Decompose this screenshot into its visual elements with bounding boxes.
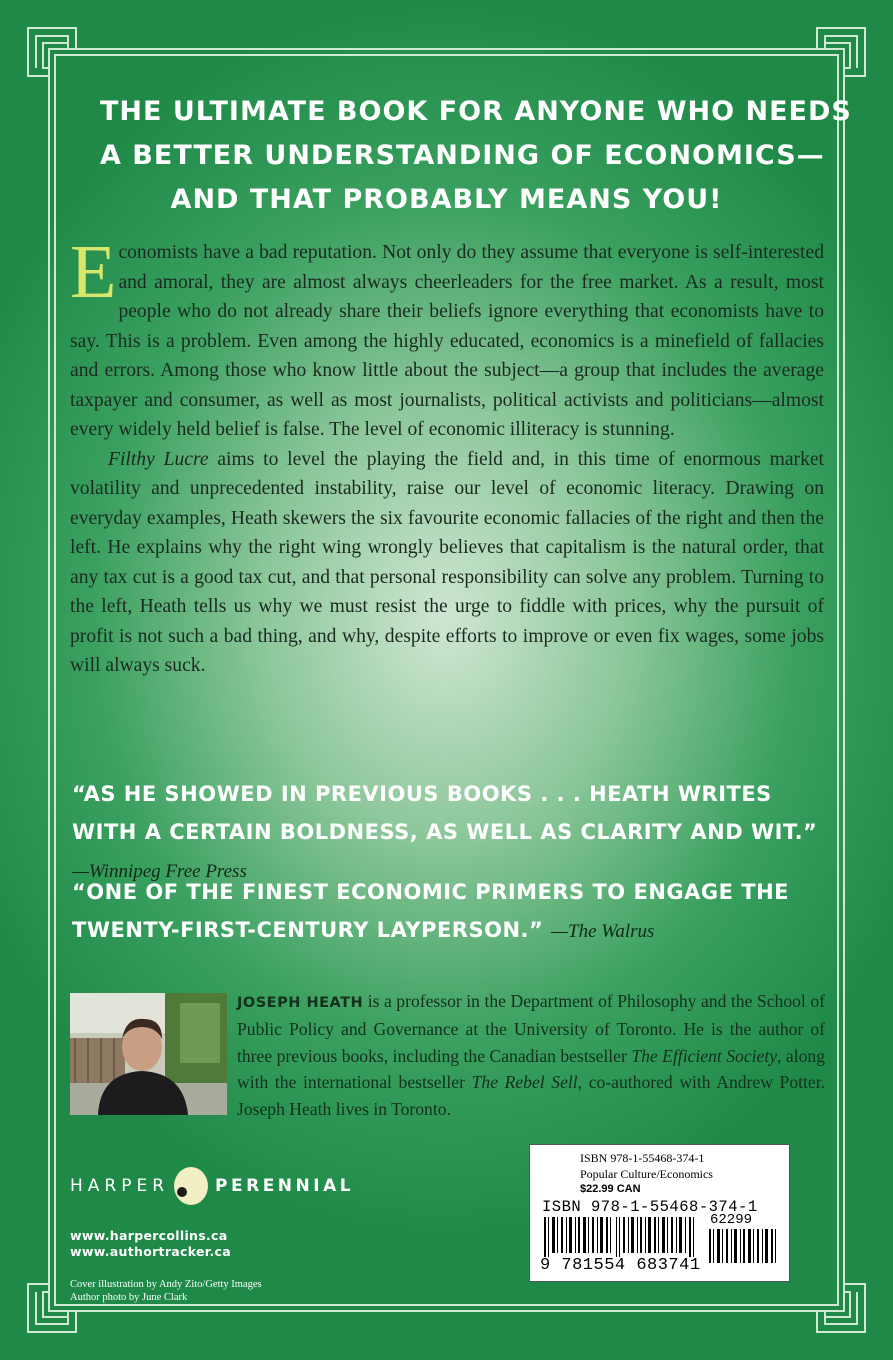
description-paragraph-1 xyxy=(70,230,824,445)
headline xyxy=(100,90,852,222)
headline-line-1: THE ULTIMATE BOOK FOR ANYONE WHO NEEDS xyxy=(100,96,852,127)
perennial-seed-icon xyxy=(171,1166,211,1206)
paragraph-1-text: conomists have a bad reputation. Not only do they assume that everyone is self-interested and amoral, they are almost always cheerleaders for the free market. As a result, most people who do not already share their beliefs ignore everything that economists have to say. This is a problem. Even among the highly educated, economics is a minefield of fallacies and errors. Among those who know little about the subject—a group that includes the average taxpayer and consumer, as well as most journalists, political activists and politicians—almost every widely held belief is false. The level of economic illiteracy is stunning. xyxy=(70,242,824,440)
url-harpercollins: www.harpercollins.ca xyxy=(70,1228,228,1243)
author-name: JOSEPH HEATH xyxy=(237,995,364,1011)
cover-illustration-credit: Cover illustration by Andy Zito/Getty Images xyxy=(70,1279,262,1290)
addon-barcode xyxy=(708,1229,778,1263)
book-description xyxy=(70,230,825,681)
quote-2-text: “ONE OF THE FINEST ECONOMIC PRIMERS TO ENGAGE THE TWENTY-FIRST-CENTURY LAYPERSON.” xyxy=(72,880,790,942)
publisher-logo xyxy=(70,1166,354,1206)
bio-text-3: , co-authored with Andrew Potter. Joseph Heath lives in Toronto. xyxy=(237,1072,825,1119)
publisher-urls xyxy=(70,1228,231,1260)
bio-book-1: The Efficient Society xyxy=(631,1045,778,1066)
headline-line-3: AND THAT PROBABLY MEANS YOU! xyxy=(170,184,723,215)
bio-book-2: The Rebel Sell xyxy=(471,1072,578,1093)
bio-text-2: , along with the international bestseller xyxy=(237,1045,826,1093)
isbn-barcode-text: ISBN 978-1-55468-374-1 xyxy=(542,1198,758,1216)
logo-perennial: PERENNIAL xyxy=(215,1176,355,1196)
drop-cap: E xyxy=(70,230,117,314)
quote-1-source: —Winnipeg Free Press xyxy=(72,861,247,882)
quote-1-text: “AS HE SHOWED IN PREVIOUS BOOKS . . . HEATH WRITES WITH A CERTAIN BOLDNESS, AS WELL AS CLARITY AND WIT.” xyxy=(72,782,818,844)
review-quote-2 xyxy=(72,873,832,951)
ean-barcode xyxy=(542,1217,702,1257)
book-title: Filthy Lucre xyxy=(108,448,209,470)
author-bio xyxy=(237,988,825,1122)
isbn-label: ISBN 978-1-55468-374-1 xyxy=(580,1151,705,1165)
url-authortracker: www.authortracker.ca xyxy=(70,1244,231,1259)
price-addon-code: 62299 xyxy=(710,1212,753,1228)
price-label: $22.99 CAN xyxy=(580,1183,641,1195)
category-label: Popular Culture/Economics xyxy=(580,1167,713,1181)
author-photo-credit: Author photo by June Clark xyxy=(70,1292,188,1303)
barcode-panel xyxy=(529,1144,790,1282)
image-credits xyxy=(70,1278,262,1304)
logo-harper: HARPER xyxy=(70,1176,170,1196)
barcode-digits: 9 781554 683741 xyxy=(540,1256,701,1275)
quote-2-source: —The Walrus xyxy=(551,921,655,942)
headline-line-2: A BETTER UNDERSTANDING OF ECONOMICS— xyxy=(100,140,825,171)
paragraph-2-text: aims to level the playing the field and, in this time of enormous market volatility and unprecedented instability, raise our level of economic literacy. Drawing on everyday examples, Heath skewers the six favourite economic fallacies of the right and then the left. He explains why the right wing wrongly believes that capitalism is the natural order, that any tax cut is a good tax cut, and that personal responsibility can solve any problem. Turning to the left, Heath tells us why we must resist the urge to fiddle with prices, why the pursuit of profit is not such a bad thing, and why, despite efforts to improve or even fix wages, some jobs will always suck. xyxy=(70,448,825,676)
description-paragraph-2 xyxy=(70,445,824,681)
bio-text-1: is a professor in the Department of Philosophy and the School of Public Policy and Governance at the University of Toronto. He is the author of three previous books, including the Canadian bestseller xyxy=(237,991,825,1066)
author-photo xyxy=(70,993,227,1115)
